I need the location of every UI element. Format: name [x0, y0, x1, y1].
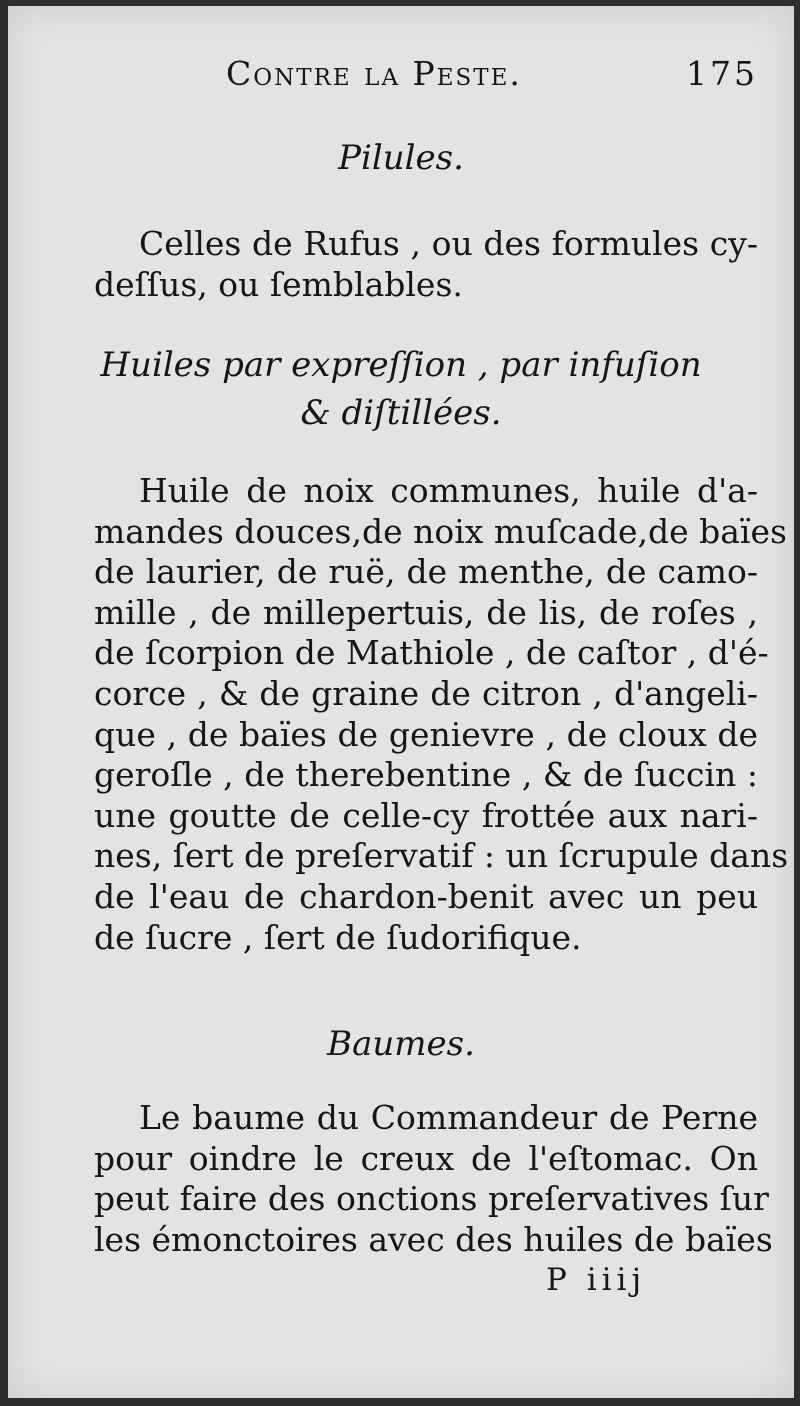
- section-heading-huiles: [8, 341, 794, 437]
- signature-mark: P iiij: [546, 1262, 647, 1298]
- text-line: de l'eau de chardon-benit avec un peu: [94, 876, 758, 916]
- heading-line: Pilules.: [338, 138, 464, 178]
- text-line: que , de baïes de genievre , de cloux de: [94, 714, 758, 754]
- page-number: 175: [686, 54, 758, 93]
- text-line: Celles de Rufus , ou des formules cy-: [139, 224, 758, 263]
- text-line: mandes douces,de noix muſcade,de baïes: [94, 511, 787, 551]
- running-head: [8, 54, 794, 104]
- text-line: les émonctoires avec des huiles de baïes: [94, 1219, 773, 1259]
- paragraph-baumes: [94, 1098, 773, 1260]
- paragraph-huiles: [94, 471, 789, 958]
- text-line: de ſucre , ſert de ſudorifique.: [94, 917, 582, 957]
- text-line: une goutte de celle-cy frottée aux nari-: [94, 795, 758, 835]
- text-line: nes, ſert de preſervatif : un ſcrupule dans: [94, 836, 789, 876]
- text-line: geroſle , de therebentine , & de ſuccin :: [94, 755, 758, 795]
- heading-line: Baumes.: [327, 1024, 475, 1064]
- text-line: mille , de millepertuis, de lis, de roſes ,: [94, 592, 758, 632]
- text-line: Huile de noix communes, huile d'a-: [139, 471, 758, 510]
- text-line: Le baume du Commandeur de Perne: [139, 1098, 758, 1137]
- section-heading-baumes: [8, 1020, 794, 1068]
- book-page: [8, 6, 794, 1398]
- heading-line: & diſtillées.: [300, 393, 502, 433]
- text-line: pour oindre le creux de l'eſtomac. On: [94, 1138, 758, 1178]
- section-heading-pilules: [8, 134, 794, 182]
- heading-line: Huiles par expreſſion , par infuſion: [100, 345, 702, 385]
- text-line: deſſus, ou ſemblables.: [94, 264, 463, 304]
- text-line: corce , & de graine de citron , d'angeli-: [94, 673, 758, 713]
- text-line: de laurier, de ruë, de menthe, de camo-: [94, 552, 758, 592]
- text-line: peut faire des onctions preſervatives ſur: [94, 1179, 769, 1219]
- running-title: Contre la Peste.: [226, 54, 522, 93]
- paragraph-pilules: [94, 224, 758, 305]
- text-line: de ſcorpion de Mathiole , de caſtor , d'é-: [94, 633, 769, 673]
